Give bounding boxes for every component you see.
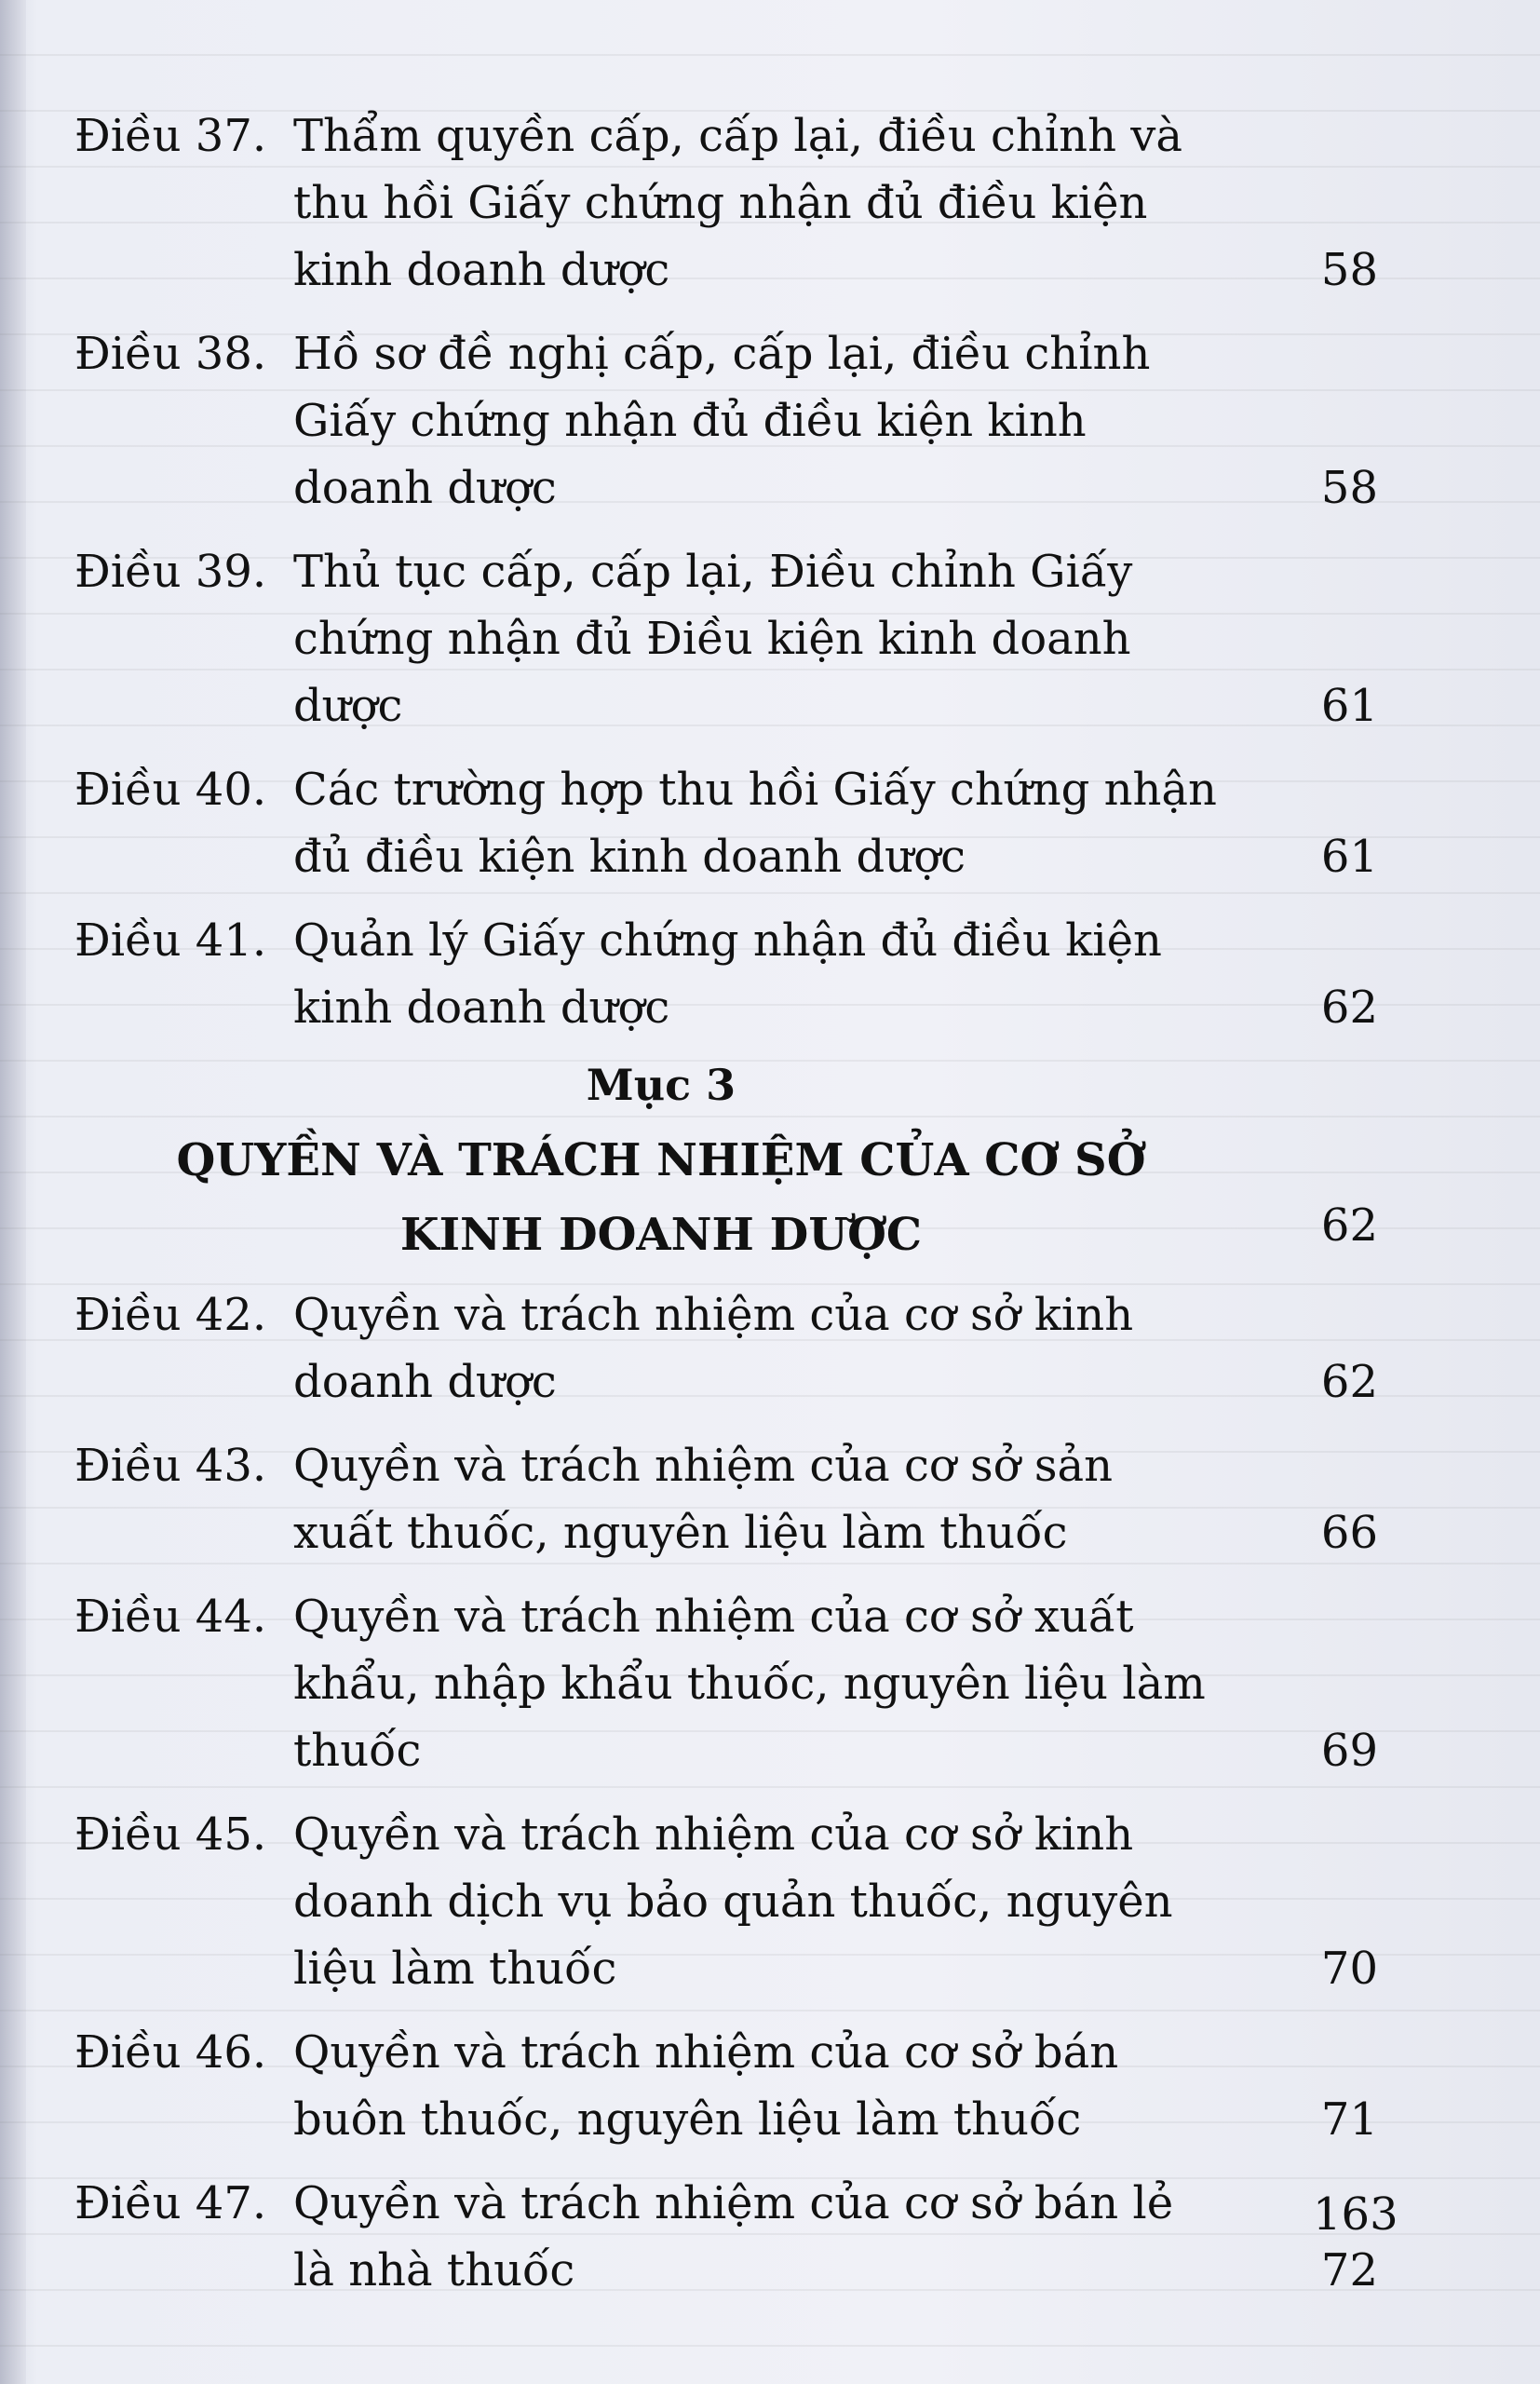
- entry-number: Điều 37.: [74, 110, 267, 162]
- entry-title: Quản lý Giấy chứng nhận đủ điều kiện kinh doanh dược: [293, 914, 1162, 1034]
- section-page: 62: [1320, 1199, 1378, 1252]
- entry-page: 62: [1320, 982, 1378, 1034]
- entry-number: Điều 46.: [74, 2026, 267, 2079]
- toc-entry-39: [74, 538, 1378, 739]
- entry-page: 70: [1320, 1943, 1378, 1995]
- entry-title: Quyền và trách nhiệm của cơ sở kinh doanh dược: [293, 1289, 1134, 1408]
- entry-number: Điều 38.: [74, 328, 267, 380]
- entry-page: 69: [1320, 1725, 1378, 1777]
- entry-number: Điều 39.: [74, 546, 267, 598]
- entry-title: Thủ tục cấp, cấp lại, Điều chỉnh Giấy chứng nhận đủ Điều kiện kinh doanh dược: [293, 546, 1133, 732]
- toc-entry-37: [74, 102, 1378, 304]
- entry-number: Điều 42.: [74, 1289, 267, 1341]
- section-label: Mục 3: [586, 1060, 736, 1110]
- entry-page: 58: [1320, 462, 1378, 514]
- entry-title: Quyền và trách nhiệm của cơ sở sản xuất thuốc, nguyên liệu làm thuốc: [293, 1440, 1114, 1559]
- entry-page: 62: [1320, 1356, 1378, 1408]
- page-number: 163: [1313, 2188, 1398, 2241]
- toc-entry-41: [74, 907, 1378, 1041]
- entry-page: 66: [1320, 1507, 1378, 1559]
- toc-entry-47: [74, 2170, 1378, 2304]
- entry-title: Quyền và trách nhiệm của cơ sở bán lẻ là nhà thuốc: [293, 2177, 1174, 2296]
- toc-entry-45: [74, 1801, 1378, 2002]
- section-heading: [74, 1123, 1378, 1272]
- entry-title: Thẩm quyền cấp, cấp lại, điều chỉnh và thu hồi Giấy chứng nhận đủ điều kiện kinh doanh dược: [293, 110, 1182, 296]
- entry-page: 71: [1320, 2093, 1378, 2146]
- entry-number: Điều 47.: [74, 2177, 267, 2229]
- entry-title: Hồ sơ đề nghị cấp, cấp lại, điều chỉnh Giấy chứng nhận đủ điều kiện kinh doanh dược: [293, 328, 1151, 514]
- toc-entry-46: [74, 2019, 1378, 2153]
- section-title-line-1: QUYỀN VÀ TRÁCH NHIỆM CỦA CƠ SỞ: [176, 1134, 1146, 1186]
- entry-title: Quyền và trách nhiệm của cơ sở xuất khẩu, nhập khẩu thuốc, nguyên liệu làm thuốc: [293, 1591, 1206, 1777]
- toc-entry-40: [74, 756, 1378, 890]
- entry-page: 61: [1320, 831, 1378, 883]
- entry-number: Điều 40.: [74, 764, 267, 816]
- entry-title: Quyền và trách nhiệm của cơ sở kinh doanh dịch vụ bảo quản thuốc, nguyên liệu làm thuốc: [293, 1808, 1173, 1995]
- entry-title: Các trường hợp thu hồi Giấy chứng nhận đủ điều kiện kinh doanh dược: [293, 764, 1217, 883]
- toc-entry-38: [74, 320, 1378, 522]
- entry-number: Điều 44.: [74, 1591, 267, 1643]
- section-title-line-2: KINH DOANH DƯỢC: [399, 1209, 923, 1261]
- table-of-contents: [74, 102, 1378, 2321]
- entry-page: 61: [1320, 680, 1378, 732]
- entry-page: 58: [1320, 244, 1378, 296]
- entry-number: Điều 45.: [74, 1808, 267, 1861]
- entry-page: 72: [1320, 2244, 1378, 2296]
- toc-entry-44: [74, 1583, 1378, 1784]
- toc-entry-42: [74, 1281, 1378, 1416]
- page-edge-shadow: [0, 0, 26, 2384]
- entry-number: Điều 41.: [74, 914, 267, 967]
- entry-title: Quyền và trách nhiệm của cơ sở bán buôn thuốc, nguyên liệu làm thuốc: [293, 2026, 1119, 2146]
- toc-entry-43: [74, 1432, 1378, 1566]
- entry-number: Điều 43.: [74, 1440, 267, 1492]
